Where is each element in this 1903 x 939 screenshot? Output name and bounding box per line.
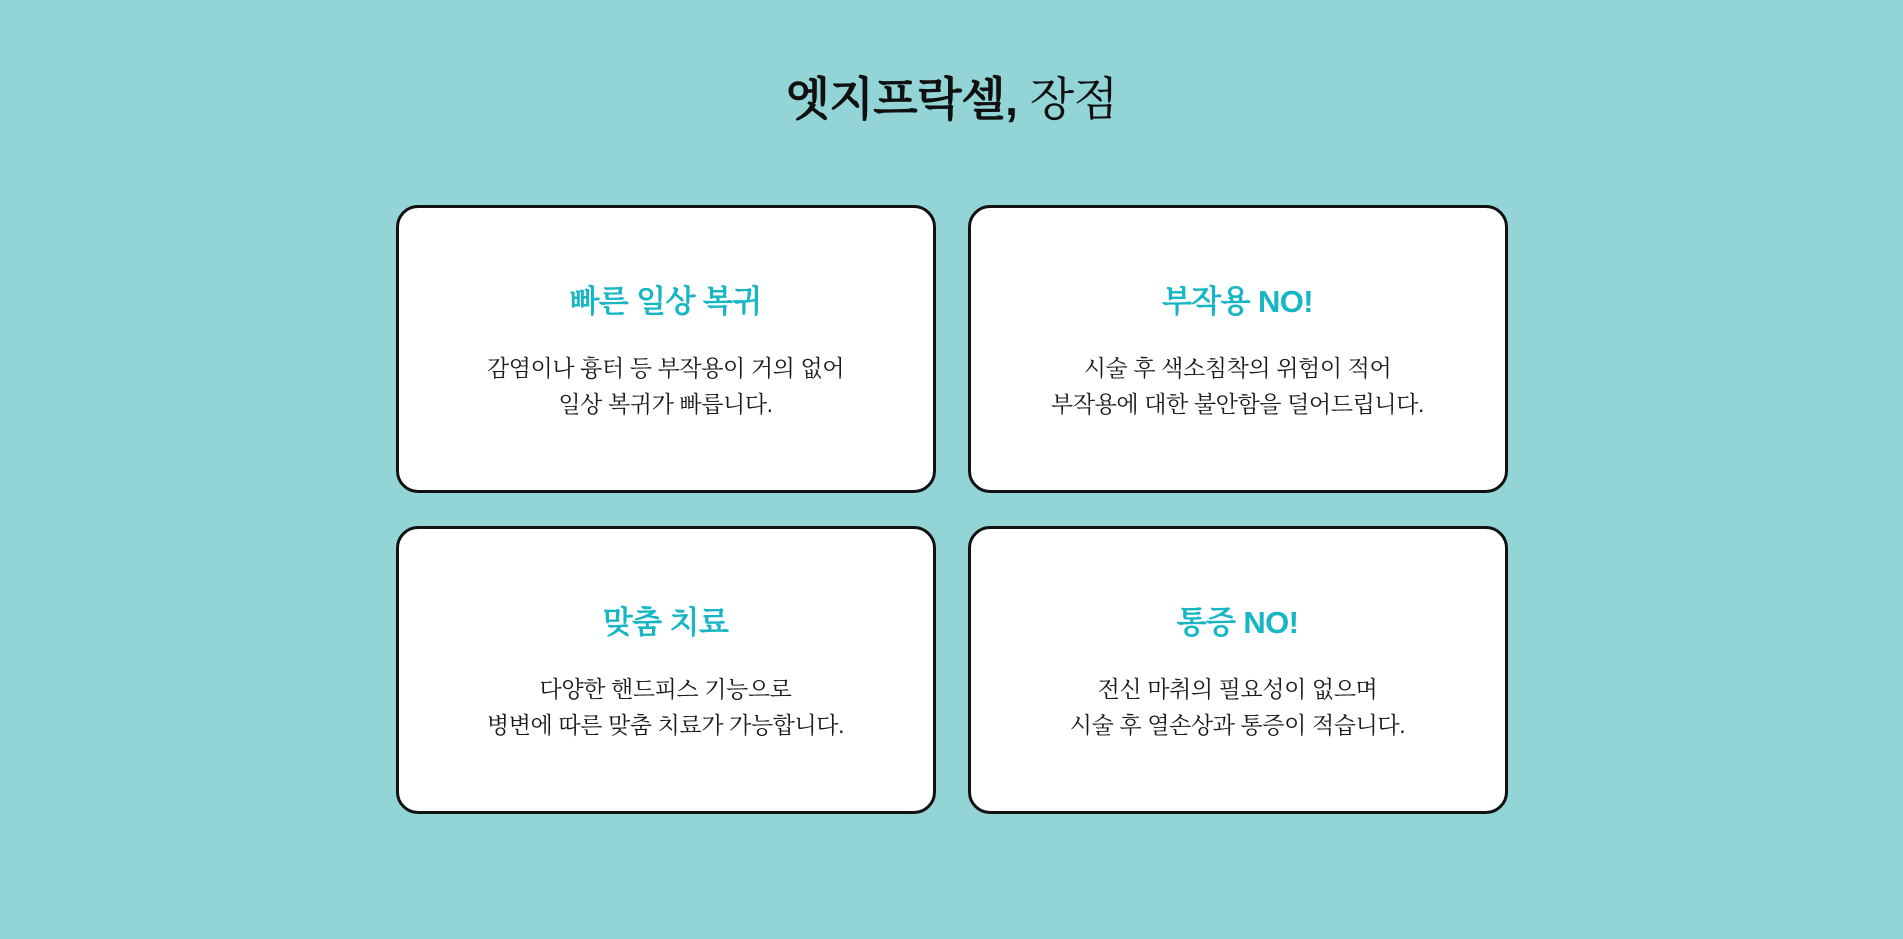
benefit-card-body-line: 시술 후 색소침착의 위험이 적어	[1083, 355, 1392, 382]
benefit-card-body-line: 전신 마취의 필요성이 없으며	[1097, 676, 1378, 703]
page-title-light: 장점	[1029, 73, 1118, 125]
benefit-card-body-line: 다양한 핸드피스 기능으로	[539, 676, 792, 703]
page-title-strong: 엣지프락셀,	[785, 73, 1018, 125]
benefit-card-no-side-effects	[968, 205, 1508, 493]
benefit-card-fast-recovery	[396, 205, 936, 493]
benefit-card-body-line: 부작용에 대한 불안함을 덜어드립니다.	[1050, 390, 1425, 417]
benefit-card-body-line: 일상 복귀가 빠릅니다.	[558, 390, 773, 417]
benefit-card-body	[1051, 351, 1424, 422]
benefit-card-title: 빠른 일상 복귀	[569, 284, 762, 320]
benefit-card-grid	[396, 205, 1508, 814]
benefit-card-body	[487, 351, 844, 422]
benefit-card-title: 맞춤 치료	[602, 605, 729, 641]
benefit-card-body-line: 시술 후 열손상과 통증이 적습니다.	[1069, 711, 1406, 738]
benefit-card-no-pain	[968, 526, 1508, 814]
benefit-card-body	[1070, 672, 1405, 743]
benefit-card-body-line: 감염이나 흉터 등 부작용이 거의 없어	[486, 355, 845, 382]
benefit-card-body-line: 병변에 따른 맞춤 치료가 가능합니다.	[486, 711, 845, 738]
benefit-card-title: 통증 NO!	[1176, 605, 1299, 641]
benefit-card-custom-treatment	[396, 526, 936, 814]
benefit-card-title: 부작용 NO!	[1161, 284, 1314, 320]
page-title	[785, 72, 1117, 127]
benefit-card-body	[487, 672, 844, 743]
